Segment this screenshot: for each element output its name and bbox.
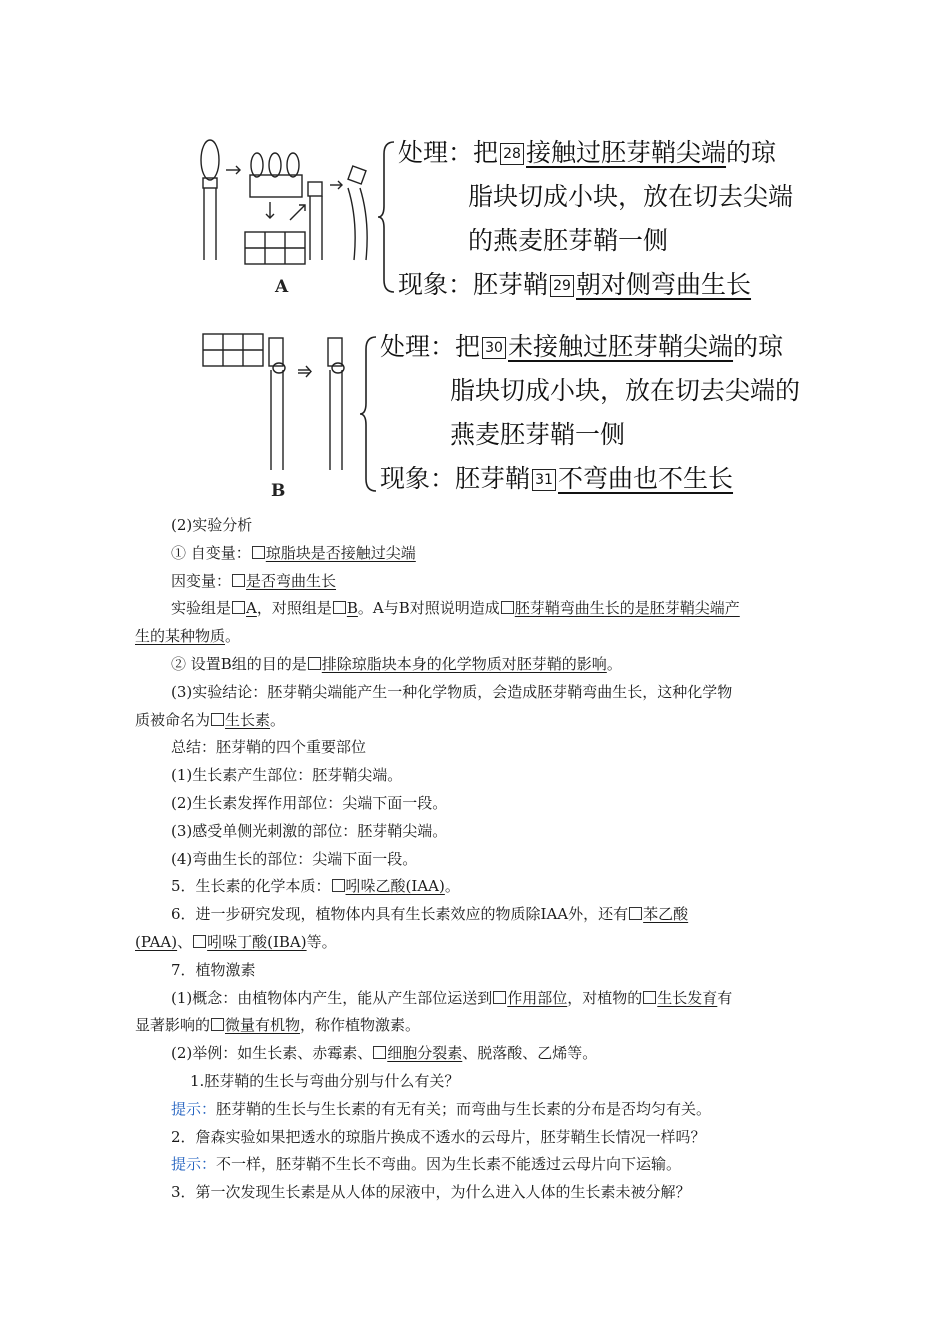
blank-number-30: 30 (482, 337, 506, 359)
paragraph-line: 5．生长素的化学本质： 吲哚乙酸(IAA)。 (171, 877, 460, 896)
blank-box (643, 991, 656, 1004)
hint-line: 提示：胚芽鞘的生长与生长素的有无有关；而弯曲与生长素的分布是否均匀有关。 (171, 1099, 712, 1118)
question-line: 3．第一次发现生长素是从人体的尿液中，为什么进入人体的生长素未被分解？ (171, 1183, 691, 1202)
figure-b-phen-line: 现象：胚芽鞘 31 不弯曲也不生长 (380, 464, 734, 493)
blank-box (211, 1018, 224, 1031)
paragraph-line: 质被命名为 生长素。 (135, 710, 286, 729)
paragraph-line: 6．进一步研究发现，植物体内具有生长素效应的物质除IAA外，还有 苯乙酸 (171, 905, 689, 924)
brace-b (360, 335, 380, 495)
blank-box (308, 657, 321, 670)
document-body (135, 512, 825, 1207)
answer-29: 朝对侧弯曲生长 (576, 270, 752, 299)
hint-line: 提示：不一样，胚芽鞘不生长不弯曲。因为生长素不能透过云母片向下运输。 (171, 1155, 682, 1174)
figure-b-diagram (195, 330, 375, 480)
figure-a-diagram (190, 130, 390, 280)
paragraph-line: (2)举例：如生长素、赤霉素、 细胞分裂素、脱落酸、乙烯等。 (171, 1044, 598, 1063)
figure-a-phen-line: 现象：胚芽鞘 29 朝对侧弯曲生长 (398, 270, 752, 299)
paragraph-line: (1)概念：由植物体内产生，能从产生部位运送到 作用部位，对植物的 生长发育有 (171, 988, 733, 1007)
paragraph-line: (1)生长素产生部位：胚芽鞘尖端。 (171, 766, 403, 785)
blank-box (232, 601, 245, 614)
figure-a-treat-line3: 的燕麦胚芽鞘一侧 (468, 226, 669, 255)
section-heading: 7．植物激素 (171, 960, 256, 979)
paragraph-line: 显著影响的 微量有机物，称作植物激素。 (135, 1016, 421, 1035)
blank-box (501, 601, 514, 614)
paragraph-line: (2)生长素发挥作用部位：尖端下面一段。 (171, 793, 448, 812)
paragraph-line: ① 自变量： 琼脂块是否接触过尖端 (171, 543, 416, 562)
brace-a (378, 140, 398, 295)
question-line: 1.胚芽鞘的生长与弯曲分别与什么有关？ (190, 1071, 460, 1090)
question-line: 2．詹森实验如果把透水的琼脂片换成不透水的云母片，胚芽鞘生长情况一样吗？ (171, 1127, 706, 1146)
blank-box (332, 879, 345, 892)
figure-b-label: B (271, 481, 286, 501)
blank-number-29: 29 (550, 275, 574, 297)
paragraph-line: (3)感受单侧光刺激的部位：胚芽鞘尖端。 (171, 821, 448, 840)
paragraph-line: 总结：胚芽鞘的四个重要部位 (171, 738, 367, 757)
answer-30: 未接触过胚芽鞘尖端 (508, 332, 734, 361)
figure-a-text (398, 131, 793, 307)
blank-box (232, 574, 245, 587)
section-heading: (2)实验分析 (171, 516, 253, 534)
blank-box (333, 601, 346, 614)
paragraph-line: (3)实验结论：胚芽鞘尖端能产生一种化学物质，会造成胚芽鞘弯曲生长，这种化学物 (171, 682, 733, 701)
paragraph-line: 实验组是 A，对照组是 B。A与B对照说明造成 胚芽鞘弯曲生长的是胚芽鞘尖端产 (171, 599, 740, 618)
paragraph-line: (4)弯曲生长的部位：尖端下面一段。 (171, 849, 418, 868)
hint-label: 提示： (171, 1155, 217, 1174)
blank-box (252, 546, 265, 559)
figure-a-treat-line1: 处理：把 28 接触过胚芽鞘尖端的琼 (398, 138, 777, 167)
blank-number-31: 31 (532, 469, 556, 491)
figure-a-label: A (275, 277, 289, 297)
hint-label: 提示： (171, 1099, 217, 1118)
paragraph-line: 生的某种物质。 (135, 627, 241, 646)
answer-28: 接触过胚芽鞘尖端 (526, 138, 727, 167)
answer-31: 不弯曲也不生长 (558, 464, 734, 493)
figure-b-text (380, 325, 800, 501)
paragraph-line: (PAA)、 吲哚丁酸(IBA)等。 (135, 932, 337, 951)
blank-box (193, 935, 206, 948)
figure-a-treat-line2: 脂块切成小块，放在切去尖端 (468, 182, 794, 211)
blank-number-28: 28 (500, 143, 524, 165)
paragraph-line: ② 设置B组的目的是 排除琼脂块本身的化学物质对胚芽鞘的影响。 (171, 654, 622, 673)
blank-box (211, 713, 224, 726)
figure-b-treat-line1: 处理：把 30 未接触过胚芽鞘尖端的琼 (380, 332, 784, 361)
blank-box (373, 1046, 386, 1059)
blank-box (629, 907, 642, 920)
paragraph-line: 因变量： 是否弯曲生长 (171, 571, 337, 590)
figure-b-treat-line3: 燕麦胚芽鞘一侧 (450, 420, 626, 449)
blank-box (493, 991, 506, 1004)
figure-b-treat-line2: 脂块切成小块，放在切去尖端的 (450, 376, 801, 405)
